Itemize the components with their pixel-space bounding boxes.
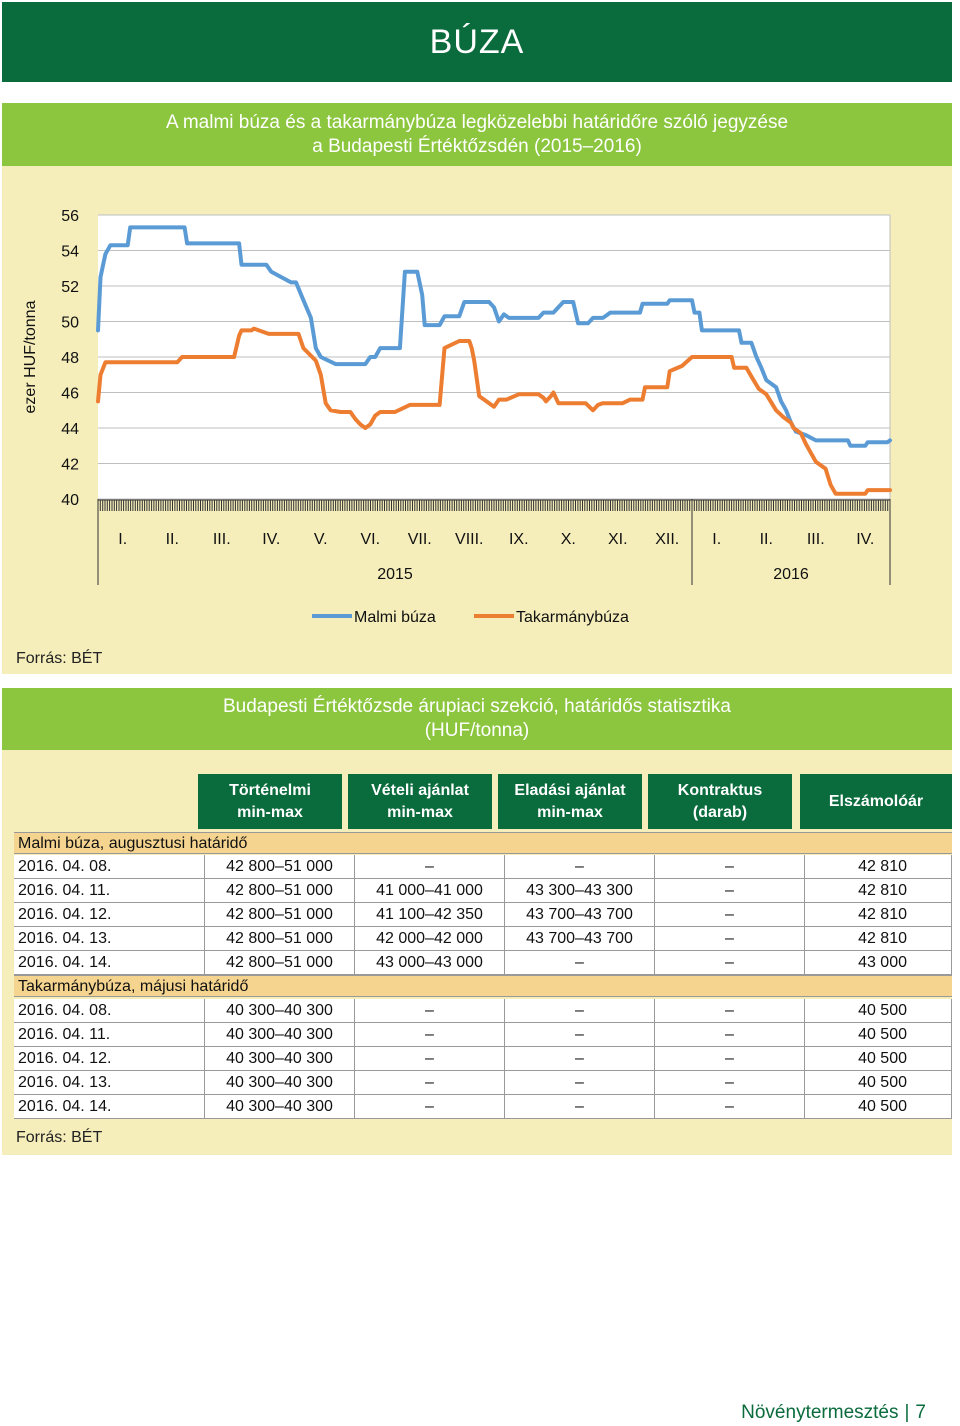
x-month-label: IV.	[262, 531, 281, 548]
cell-contracts: –	[654, 951, 804, 974]
cell-date: 2016. 04. 12.	[18, 906, 112, 923]
footer-separator: |	[904, 1402, 910, 1423]
cell-settlement: 43 000	[804, 951, 952, 974]
x-month-label: X.	[560, 531, 576, 548]
col-header-bid-line2: min-max	[387, 803, 453, 821]
cell-contracts: –	[654, 1047, 804, 1070]
cell-bid: –	[354, 1047, 504, 1070]
cell-bid: 41 000–41 000	[354, 879, 504, 902]
page-title-bar	[2, 2, 952, 82]
cell-ask: –	[504, 999, 654, 1022]
cell-bid: 41 100–42 350	[354, 903, 504, 926]
x-year-label: 2015	[377, 566, 413, 583]
col-header-bid-line1: Vételi ajánlat	[371, 781, 469, 799]
x-month-label: II.	[165, 531, 179, 548]
section-title-feed-wheat: Takarmánybúza, májusi határidő	[14, 975, 952, 997]
cell-date: 2016. 04. 13.	[18, 930, 112, 947]
table-row	[14, 879, 952, 903]
col-header-settlement	[800, 774, 952, 829]
x-month-label: XII.	[655, 531, 680, 548]
cell-settlement: 40 500	[804, 1095, 952, 1118]
cell-date: 2016. 04. 08.	[18, 1002, 112, 1019]
cell-bid: –	[354, 1023, 504, 1046]
y-tick-label: 42	[61, 456, 79, 474]
col-header-historical-line2: min-max	[237, 803, 303, 821]
cell-historical: 42 800–51 000	[204, 951, 354, 974]
col-header-bid	[348, 774, 492, 829]
cell-historical: 40 300–40 300	[204, 1095, 354, 1118]
x-month-label: IV.	[856, 531, 875, 548]
table-row	[14, 999, 952, 1023]
cell-contracts: –	[654, 927, 804, 950]
cell-date: 2016. 04. 11.	[18, 882, 111, 899]
cell-historical: 40 300–40 300	[204, 1023, 354, 1046]
futures-table-panel	[2, 688, 952, 1155]
chart-source: Forrás: BÉT	[16, 650, 103, 667]
cell-bid: –	[354, 855, 504, 878]
cell-date: 2016. 04. 13.	[18, 1074, 112, 1091]
cell-ask: –	[504, 951, 654, 974]
cell-contracts: –	[654, 999, 804, 1022]
table-row	[14, 927, 952, 951]
cell-historical: 40 300–40 300	[204, 1071, 354, 1094]
legend-label: Malmi búza	[354, 609, 436, 626]
cell-historical: 42 800–51 000	[204, 879, 354, 902]
cell-settlement: 42 810	[804, 903, 952, 926]
cell-settlement: 42 810	[804, 879, 952, 902]
cell-settlement: 42 810	[804, 855, 952, 878]
cell-contracts: –	[654, 903, 804, 926]
cell-date: 2016. 04. 14.	[18, 954, 112, 971]
cell-contracts: –	[654, 1023, 804, 1046]
col-header-ask-line2: min-max	[537, 803, 603, 821]
footer-section: Növénytermesztés	[741, 1402, 899, 1423]
x-year-label: 2016	[773, 566, 809, 583]
x-month-label: XI.	[607, 531, 628, 548]
cell-bid: 43 000–43 000	[354, 951, 504, 974]
col-header-contracts	[648, 774, 792, 829]
y-tick-label: 46	[61, 385, 79, 403]
cell-bid: –	[354, 999, 504, 1022]
col-header-historical	[198, 774, 342, 829]
cell-date: 2016. 04. 12.	[18, 1050, 112, 1067]
cell-settlement: 40 500	[804, 1023, 952, 1046]
y-tick-label: 50	[61, 314, 79, 332]
cell-ask: –	[504, 1047, 654, 1070]
cell-settlement: 40 500	[804, 1071, 952, 1094]
cell-bid: –	[354, 1071, 504, 1094]
cell-contracts: –	[654, 1071, 804, 1094]
cell-bid: –	[354, 1095, 504, 1118]
col-header-contracts-line2: (darab)	[692, 803, 748, 821]
cell-historical: 40 300–40 300	[204, 1047, 354, 1070]
table-row	[14, 1047, 952, 1071]
x-month-label: III.	[806, 531, 825, 548]
col-header-settlement-line1: Elszámolóár	[828, 792, 924, 810]
cell-ask: 43 700–43 700	[504, 927, 654, 950]
cell-contracts: –	[654, 855, 804, 878]
cell-date: 2016. 04. 11.	[18, 1026, 111, 1043]
table-title-line1: Budapesti Értéktőzsde árupiaci szekció, határidős statisztika	[223, 696, 731, 717]
col-header-ask	[498, 774, 642, 829]
x-axis-tick-marks	[98, 500, 890, 511]
y-tick-label: 56	[61, 208, 79, 225]
table-row	[14, 1023, 952, 1047]
x-month-label: I.	[712, 531, 722, 548]
chart-header	[2, 103, 952, 166]
chart-panel	[2, 103, 952, 674]
page-footer	[741, 1402, 926, 1424]
y-tick-label: 44	[61, 421, 79, 438]
section-title-milling-wheat: Malmi búza, augusztusi határidő	[14, 832, 952, 854]
cell-date: 2016. 04. 08.	[18, 858, 112, 875]
y-tick-label: 40	[61, 492, 79, 509]
footer-page-number: 7	[915, 1402, 926, 1423]
cell-ask: 43 700–43 700	[504, 903, 654, 926]
cell-ask: –	[504, 855, 654, 878]
x-month-label: VI.	[360, 531, 381, 548]
cell-historical: 40 300–40 300	[204, 999, 354, 1022]
col-header-ask-line1: Eladási ajánlat	[514, 781, 626, 799]
x-month-label: II.	[759, 531, 773, 548]
cell-contracts: –	[654, 879, 804, 902]
table-source: Forrás: BÉT	[16, 1129, 103, 1146]
cell-historical: 42 800–51 000	[204, 927, 354, 950]
chart-title-line2: a Budapesti Értéktőzsdén (2015–2016)	[312, 135, 642, 157]
table-row	[14, 855, 952, 879]
y-tick-label: 54	[61, 243, 79, 261]
x-month-label: I.	[118, 531, 128, 548]
cell-ask: –	[504, 1023, 654, 1046]
table-row	[14, 903, 952, 927]
col-header-historical-line1: Történelmi	[229, 781, 311, 799]
cell-ask: –	[504, 1071, 654, 1094]
cell-bid: 42 000–42 000	[354, 927, 504, 950]
cell-historical: 42 800–51 000	[204, 855, 354, 878]
table-row	[14, 951, 952, 975]
chart-title-line1: A malmi búza és a takarmánybúza legközelebbi határidőre szóló jegyzése	[165, 111, 789, 133]
legend-label: Takarmánybúza	[516, 609, 629, 626]
cell-settlement: 42 810	[804, 927, 952, 950]
table-title-line2: (HUF/tonna)	[424, 720, 530, 741]
page-title: BÚZA	[429, 22, 525, 61]
cell-date: 2016. 04. 14.	[18, 1098, 112, 1115]
x-month-label: VII.	[407, 531, 432, 548]
x-month-label: V.	[313, 531, 328, 548]
cell-contracts: –	[654, 1095, 804, 1118]
x-month-label: VIII.	[455, 531, 484, 548]
x-month-label: IX.	[508, 531, 529, 548]
col-header-contracts-line1: Kontraktus	[677, 781, 763, 799]
y-tick-label: 52	[61, 279, 79, 296]
cell-ask: –	[504, 1095, 654, 1118]
cell-ask: 43 300–43 300	[504, 879, 654, 902]
table-row	[14, 1095, 952, 1119]
y-tick-label: 48	[61, 350, 79, 367]
y-axis-title: ezer HUF/tonna	[22, 300, 39, 414]
cell-settlement: 40 500	[804, 1047, 952, 1070]
price-chart	[2, 103, 952, 674]
x-month-label: III.	[212, 531, 231, 548]
table-header	[2, 688, 952, 750]
cell-historical: 42 800–51 000	[204, 903, 354, 926]
cell-settlement: 40 500	[804, 999, 952, 1022]
table-row	[14, 1071, 952, 1095]
